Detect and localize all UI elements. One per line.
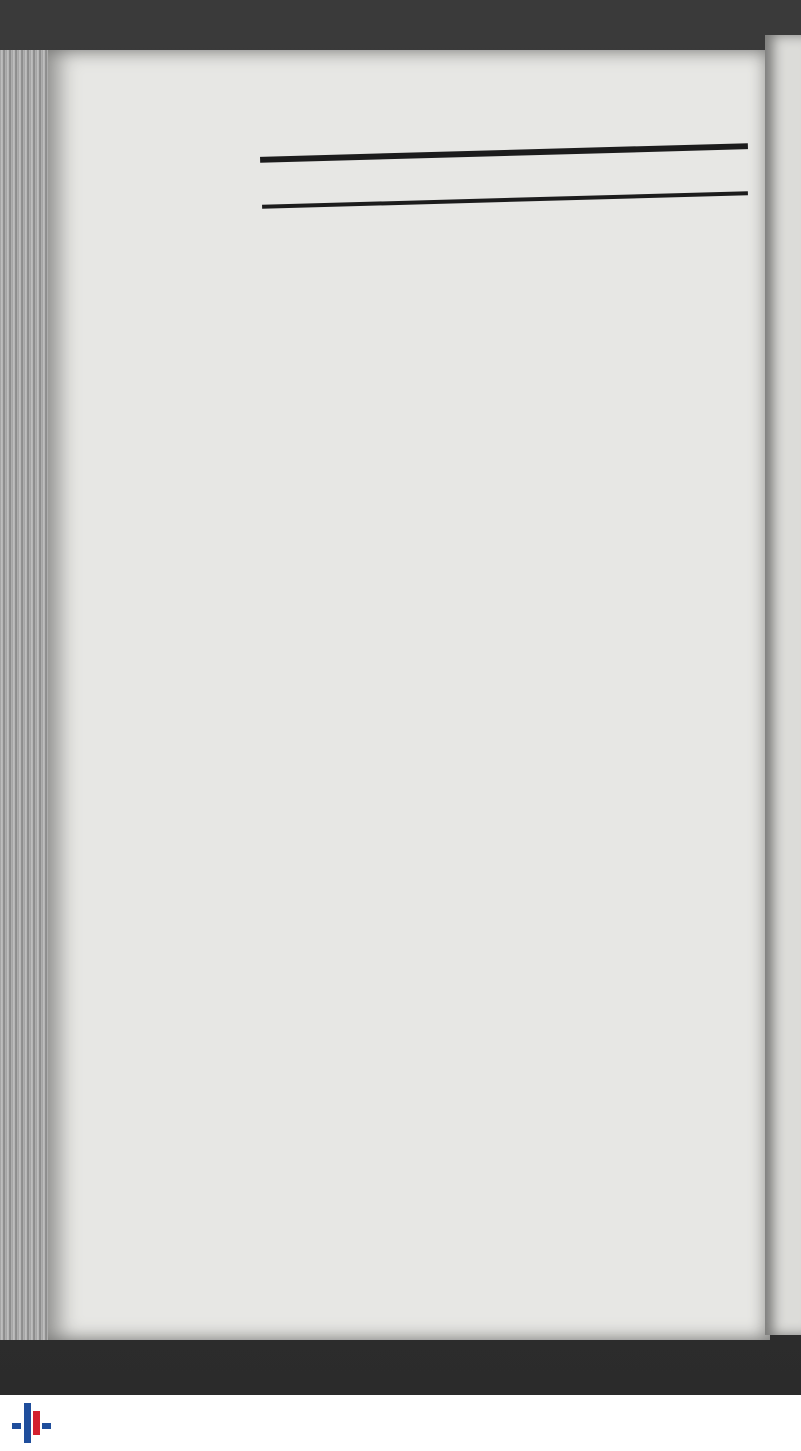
left-page: [48, 50, 770, 1340]
library-logo-icon: [12, 1401, 52, 1445]
facing-page: [765, 35, 801, 1335]
viewer-footer: [0, 1395, 801, 1451]
